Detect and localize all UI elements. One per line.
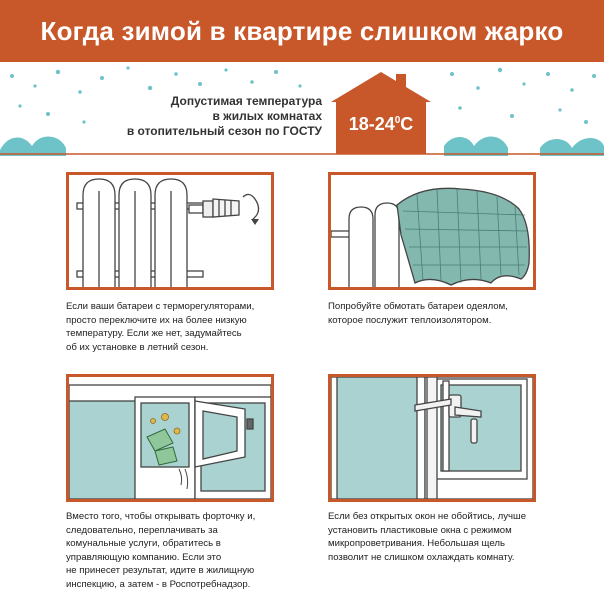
tip-4-caption: Если без открытых окон не обойтись, лучше установить пластиковые окна с режимом микропроветривания. Небольшая щель позволит не слишком охлаждать комнату. [328, 511, 527, 563]
radiator-thermostat-icon [69, 175, 271, 287]
panel-window-vent [66, 374, 274, 502]
tip-1-caption: Если ваши батареи с терморегуляторами, просто переключите их на более низкую температуру. Если же нет, задумайтесь об их установке в летний сезон. [66, 301, 255, 353]
house-icon [331, 72, 431, 154]
panel-plastic-window [328, 374, 536, 502]
page-title: Когда зимой в квартире слишком жарко [40, 15, 564, 46]
snow-hills-icon [0, 136, 604, 156]
panel-thermostat [66, 172, 274, 290]
header-banner [0, 0, 604, 62]
intro-line-3: в отопительный сезон по ГОСТУ [126, 124, 322, 138]
radiator-blanket-icon [331, 175, 533, 287]
intro-line-1: Допустимая температура [170, 94, 322, 108]
plastic-window-handle-icon [331, 377, 533, 499]
tip-3-caption: Вместо того, чтобы открывать форточку и, следовательно, переплачивать за комунальные услуги, обратитесь в управляющую компанию. Если это не принесет результат, идите в жилищную инспекцию, а затем - в Роспотребнадзор. [66, 511, 256, 590]
temperature-range: $18-24^0C$ [348, 114, 414, 134]
intro-text [70, 94, 322, 139]
tip-2-caption: Попробуйте обмотать батареи одеялом, которое послужит теплоизолятором. [328, 301, 508, 326]
panel-blanket [328, 172, 536, 290]
intro-line-2: в жилых комнатах [212, 109, 322, 123]
window-vent-money-icon [69, 377, 271, 499]
